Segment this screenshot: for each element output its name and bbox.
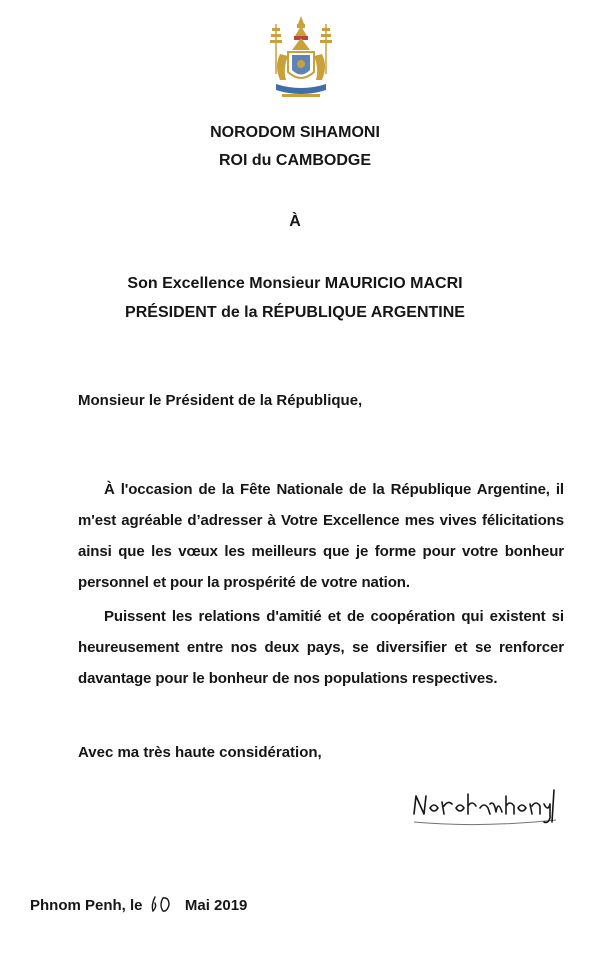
sender-title: ROI du CAMBODGE	[219, 152, 371, 169]
handwritten-day-icon	[149, 895, 177, 913]
paragraph-2-line: davantage pour le bonheur de nos populations respectives.	[78, 670, 498, 687]
salutation: Monsieur le Président de la République,	[78, 392, 363, 409]
paragraph-1-line: m'est agréable d’adresser à Votre Excellence mes vives félicitations	[78, 512, 564, 529]
recipient-name: Son Excellence Monsieur MAURICIO MACRI	[127, 275, 463, 292]
recipient-title: PRÉSIDENT de la RÉPUBLIQUE ARGENTINE	[125, 304, 465, 321]
body-paragraph-2	[78, 601, 564, 694]
paragraph-2-line: heureusement entre nos deux pays, se diversifier et se renforcer	[78, 639, 564, 656]
sender-name: NORODOM SIHAMONI	[210, 124, 380, 141]
paragraph-1-line: À l'occasion de la Fête Nationale de la République Argentine, il	[104, 481, 564, 498]
body-paragraph-1	[78, 474, 564, 598]
place-of-signature: Phnom Penh, le	[30, 897, 143, 914]
paragraph-1-line: ainsi que les vœux les meilleurs que je forme pour votre bonheur	[78, 543, 564, 560]
handwritten-signature-icon	[410, 784, 560, 830]
month-year: Mai 2019	[184, 897, 248, 914]
closing-formula: Avec ma très haute considération,	[78, 744, 322, 761]
addressee-prefix: À	[289, 213, 301, 230]
royal-crest-icon	[266, 14, 336, 106]
paragraph-1-line: personnel et pour la prospérité de votre nation.	[78, 574, 410, 591]
paragraph-2-line: Puissent les relations d'amitié et de coopération qui existent si	[104, 608, 564, 625]
date-line	[30, 895, 247, 916]
